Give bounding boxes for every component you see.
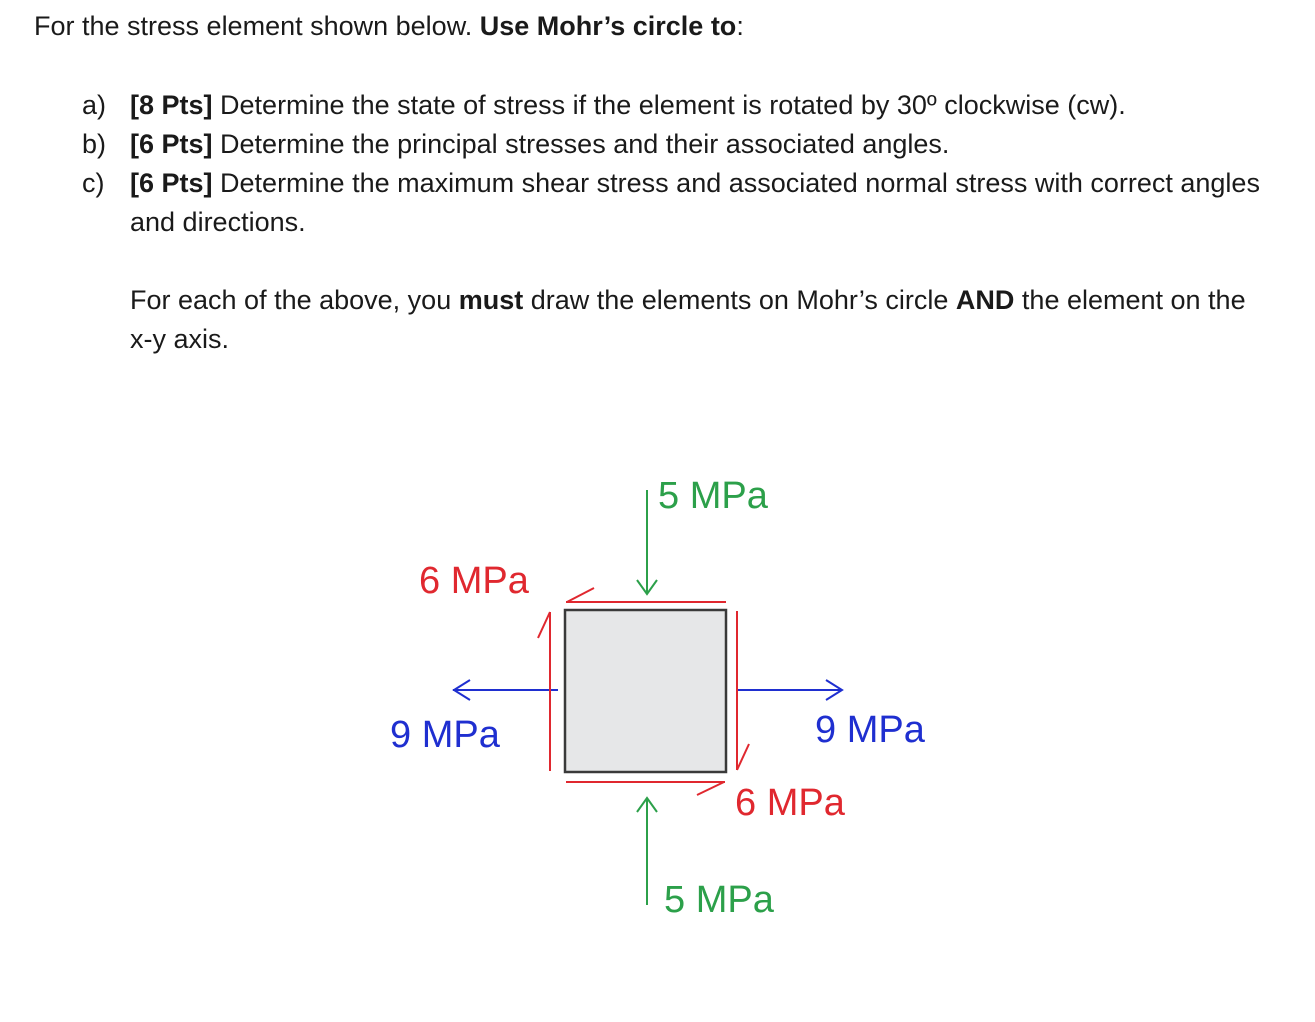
intro-colon: :	[736, 11, 744, 41]
stress-element-square	[565, 610, 726, 772]
intro-bold-text: Use Mohr’s circle to	[479, 11, 737, 41]
right-shear-arrowhead	[737, 744, 749, 770]
part-b	[82, 125, 1282, 164]
problem-parts-list	[82, 86, 1282, 242]
part-letter: b)	[82, 129, 107, 159]
part-c	[82, 164, 1282, 242]
problem-intro	[34, 8, 744, 44]
label-9mpa-left: 9 MPa	[390, 714, 500, 756]
top-normal-stress-arrowhead	[637, 580, 657, 594]
instruction-pre: For each of the above, you	[130, 285, 459, 315]
intro-text: For the stress element shown below.	[34, 11, 480, 41]
instruction-must: must	[458, 285, 524, 315]
part-points: [6 Pts]	[130, 168, 213, 198]
bottom-shear-arrowhead	[697, 782, 724, 795]
part-text: Determine the state of stress if the element is rotated by 30º clockwise (cw).	[212, 90, 1126, 120]
part-points: [6 Pts]	[130, 129, 213, 159]
drawing-instruction	[130, 281, 1270, 359]
part-text: Determine the maximum shear stress and associated normal stress with correct angles and directions.	[130, 168, 1260, 237]
label-6mpa-top: 6 MPa	[419, 560, 529, 602]
left-normal-stress-arrowhead	[454, 680, 470, 700]
part-letter: a)	[82, 90, 107, 120]
part-text: Determine the principal stresses and their associated angles.	[212, 129, 950, 159]
label-6mpa-bottom: 6 MPa	[735, 782, 845, 824]
part-a	[82, 86, 1282, 125]
top-shear-arrowhead	[567, 588, 594, 602]
part-points: [8 Pts]	[130, 90, 213, 120]
part-letter: c)	[82, 168, 105, 198]
right-normal-stress-arrowhead	[826, 680, 842, 700]
instruction-and: AND	[955, 285, 1015, 315]
left-shear-arrowhead	[538, 612, 550, 638]
instruction-mid: draw the elements on Mohr’s circle	[523, 285, 956, 315]
label-9mpa-right: 9 MPa	[815, 709, 925, 751]
label-5mpa-bottom: 5 MPa	[664, 879, 774, 921]
instruction-post: the element on the x-y axis.	[130, 285, 1246, 354]
bottom-normal-stress-arrowhead	[637, 798, 657, 812]
label-5mpa-top: 5 MPa	[658, 475, 768, 517]
